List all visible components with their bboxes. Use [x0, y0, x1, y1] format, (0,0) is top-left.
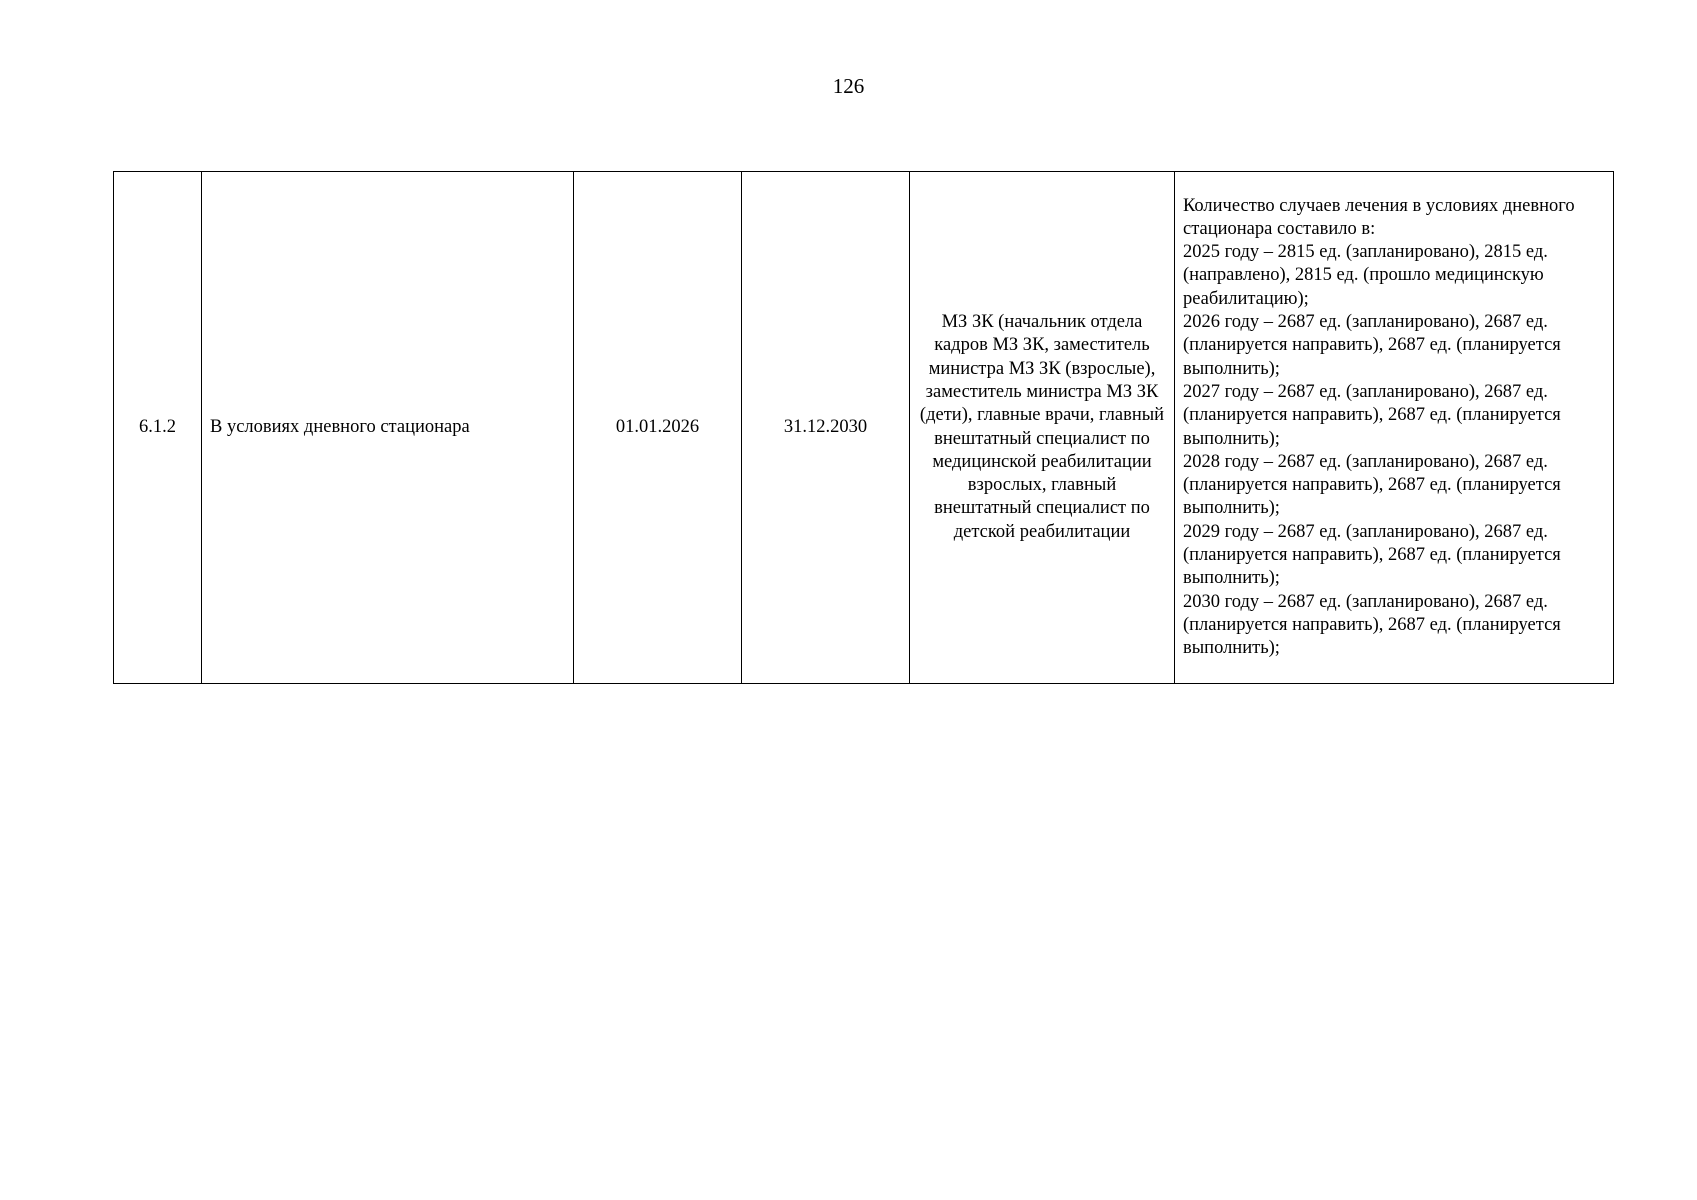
result-year-2030: 2030 году – 2687 ед. (запланировано), 2687 ед. (планируется направить), 2687 ед. (планируется выполнить); — [1183, 591, 1561, 659]
activity-table — [113, 171, 1614, 684]
result-cell — [1175, 172, 1614, 684]
result-year-2027: 2027 году – 2687 ед. (запланировано), 2687 ед. (планируется направить), 2687 ед. (планируется выполнить); — [1183, 381, 1561, 449]
end-date-cell: 31.12.2030 — [742, 172, 910, 684]
item-number-cell: 6.1.2 — [114, 172, 202, 684]
start-date-cell: 01.01.2026 — [574, 172, 742, 684]
result-year-2026: 2026 году – 2687 ед. (запланировано), 2687 ед. (планируется направить), 2687 ед. (планируется выполнить); — [1183, 312, 1561, 379]
responsible-cell: МЗ ЗК (начальник отдела кадров МЗ ЗК, заместитель министра МЗ ЗК (взрослые), заместитель министра МЗ ЗК (дети), главные врачи, главный внештатный специалист по медицинской реабилитации взрослых, главный внештатный специалист по детской реабилитации — [910, 172, 1175, 684]
page-number: 126 — [832, 74, 865, 98]
table-row — [114, 172, 1614, 684]
result-year-2025: 2025 году – 2815 ед. (запланировано), 2815 ед. (направлено), 2815 ед. (прошло медицинскую реабилитацию); — [1183, 242, 1548, 309]
result-lead-text: Количество случаев лечения в условиях дневного стационара составило в: — [1183, 195, 1575, 239]
result-year-2029: 2029 году – 2687 ед. (запланировано), 2687 ед. (планируется направить), 2687 ед. (планируется выполнить); — [1183, 521, 1561, 589]
activity-name-cell: В условиях дневного стационара — [202, 172, 574, 684]
result-year-2028: 2028 году – 2687 ед. (запланировано), 2687 ед. (планируется направить), 2687 ед. (планируется выполнить); — [1183, 451, 1561, 519]
